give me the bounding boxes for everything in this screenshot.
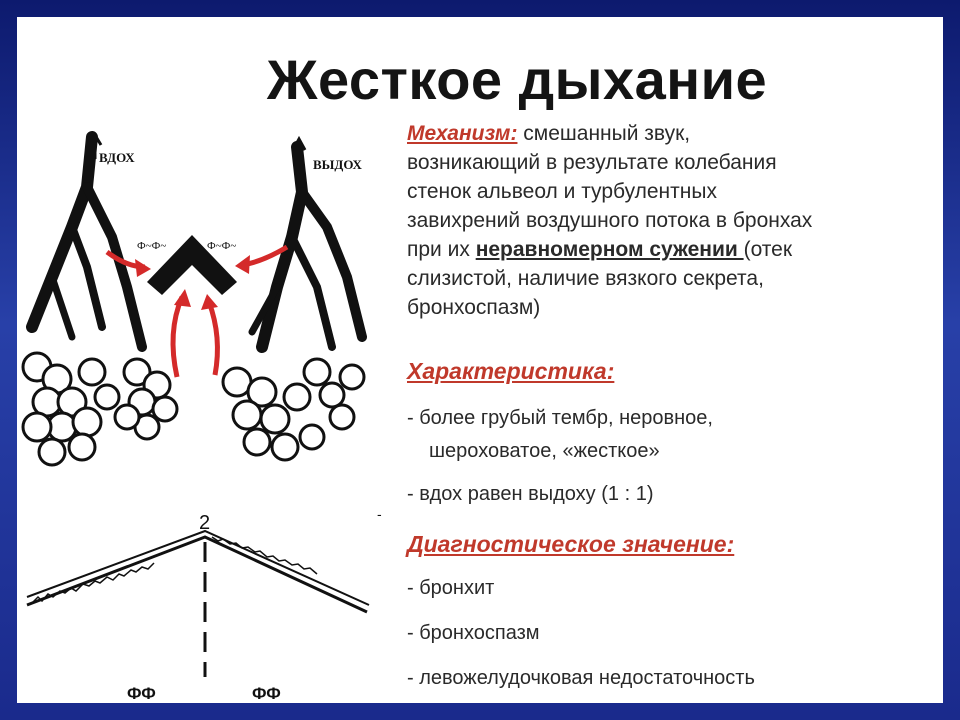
graph-peak-label: 2	[199, 512, 211, 534]
mechanism-line-1-text: смешанный звук,	[517, 122, 691, 145]
characteristic-heading-wrap	[407, 357, 927, 386]
red-arrow-bottom-left-icon	[174, 289, 191, 307]
left-bronchial-tree	[32, 137, 142, 347]
mechanism-line-7: бронхоспазм)	[407, 296, 541, 319]
diagnostic-heading-wrap	[407, 530, 927, 559]
mechanism-line-5	[407, 235, 927, 264]
lung-illustration	[17, 117, 397, 497]
mechanism-heading: Механизм:	[407, 122, 518, 145]
mechanism-line-4: завихрений воздушного потока в бронхах	[407, 209, 813, 232]
characteristic-item-1-cont: шероховатое, «жесткое»	[429, 440, 660, 462]
mechanism-line-5-pre: при их	[407, 238, 476, 261]
red-arrow-right-icon	[235, 255, 250, 274]
right-bronchial-tree	[252, 147, 362, 347]
label-phi-left: Ф~Ф~	[137, 240, 167, 252]
diagnostic-heading: Диагностическое значение:	[407, 531, 735, 557]
mechanism-line-2: возникающий в результате колебания	[407, 151, 777, 174]
graph-curve	[27, 531, 369, 612]
red-arrow-bottom-right-icon	[201, 294, 218, 310]
label-inhale: ВДОХ	[99, 150, 135, 165]
label-phi-right: Ф~Ф~	[207, 240, 237, 252]
characteristic-item-2: - вдох равен выдоху (1 : 1)	[407, 483, 654, 505]
right-alveoli-cluster	[223, 359, 364, 460]
diagnostic-item-3: - левожелудочковая недостаточность	[407, 667, 755, 689]
graph-left-label: ФФ	[127, 684, 156, 703]
characteristic-item-1: - более грубый тембр, неровное,	[407, 407, 713, 429]
red-arrow-left-icon	[135, 259, 151, 277]
slide-title: Жесткое дыхание	[266, 48, 768, 111]
graph-dash-mark: -	[377, 506, 382, 522]
label-exhale: ВЫДОХ	[313, 157, 362, 172]
diagnostic-item-2: - бронхоспазм	[407, 622, 540, 644]
graph-right-label: ФФ	[252, 684, 281, 703]
mechanism-text	[407, 119, 927, 322]
mechanism-emphasis: неравномерном сужении	[475, 238, 744, 261]
characteristic-heading: Характеристика:	[407, 358, 615, 384]
left-alveoli-cluster	[23, 353, 119, 465]
mechanism-line-5-post: (отек	[743, 238, 793, 261]
mechanism-line-3: стенок альвеол и турбулентных	[407, 180, 717, 203]
breath-sound-graph	[17, 487, 397, 703]
slide-canvas	[17, 17, 943, 703]
mechanism-line-6: слизистой, наличие вязкого секрета,	[407, 267, 764, 290]
mechanism-line-1	[407, 119, 927, 148]
diagnostic-item-1: - бронхит	[407, 577, 495, 599]
center-alveoli-cluster	[115, 359, 177, 439]
